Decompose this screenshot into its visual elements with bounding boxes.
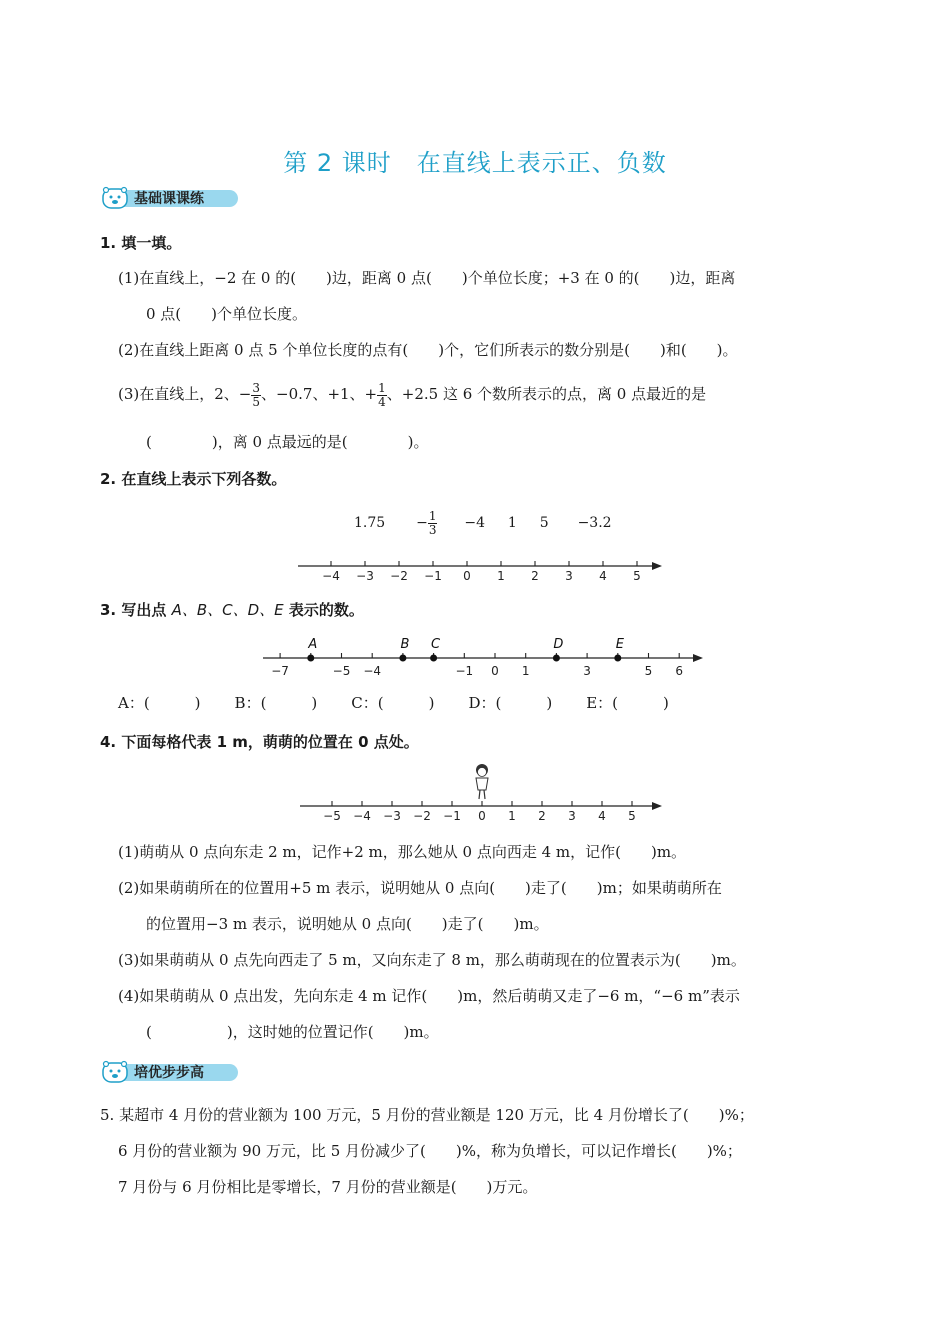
section-label-advanced: 培优步步高	[134, 1065, 204, 1081]
bear-icon	[100, 1060, 132, 1084]
q1-part3-text-b: 、−0.7、+1、+	[261, 385, 378, 403]
q2-tick-label: 1	[497, 569, 505, 583]
q4-tick-label: −3	[383, 809, 401, 823]
q3-point-b	[399, 655, 406, 662]
q4-part1: (1)萌萌从 0 点向东走 2 m，记作+2 m，那么她从 0 点向西走 4 m，记作( )m。	[118, 843, 687, 861]
q4-part2-line2: 的位置用−3 m 表示，说明她从 0 点向( )走了( )m。	[146, 915, 549, 933]
q3-tick-label: 6	[675, 664, 684, 678]
q3-tick-label: −1	[455, 664, 474, 678]
q2-tick-label: 2	[531, 569, 539, 583]
q3-heading: 3. 写出点 A、B、C、D、E 表示的数。	[100, 601, 364, 619]
q3-tick-label: 5	[644, 664, 653, 678]
q3-point-e	[614, 655, 621, 662]
q4-tick-label: 0	[478, 809, 486, 823]
section-badge-advanced	[100, 1060, 240, 1084]
q5-line1: 5. 某超市 4 月份的营业额为 100 万元，5 月份的营业额是 120 万元，比 4 月份增长了( )%；	[100, 1106, 754, 1124]
q3-answer-e: E：( )	[586, 694, 669, 712]
q2-heading: 2. 在直线上表示下列各数。	[100, 470, 287, 488]
q4-tick-label: −5	[323, 809, 341, 823]
q4-tick-label: −1	[443, 809, 461, 823]
q3-answer-row	[118, 692, 669, 713]
q2-number: −4	[464, 515, 485, 531]
q3-answer-a: A：( )	[118, 694, 201, 712]
fraction-one-quarter: $\frac{1}{4}$	[378, 380, 386, 409]
q4-tick-label: 2	[538, 809, 546, 823]
q4-part3: (3)如果萌萌从 0 点先向西走了 5 m，又向东走了 8 m，那么萌萌现在的位置表示为( )m。	[118, 951, 746, 969]
q1-part1-line2: 0 点( )个单位长度。	[146, 305, 308, 323]
q2-tick-label: 4	[599, 569, 607, 583]
q3-number-line	[255, 630, 715, 682]
q3-point-label: E	[615, 637, 624, 652]
q3-tick-label: −7	[271, 664, 289, 678]
q2-tick-label: 5	[633, 569, 641, 583]
page-title: 第 2 课时 在直线上表示正、负数	[283, 149, 667, 177]
q3-tick-label: 0	[491, 664, 499, 678]
q1-part3-line2: ( )，离 0 点最远的是( )。	[146, 433, 429, 451]
section-label-basic: 基础课课练	[134, 191, 204, 207]
q3-point-label: C	[431, 637, 441, 652]
q5-line3: 7 月份与 6 月份相比是零增长，7 月份的营业额是( )万元。	[118, 1178, 538, 1196]
q1-part1-line1: (1)在直线上，−2 在 0 的( )边，距离 0 点( )个单位长度；+3 在 0 的( )边，距离	[118, 269, 736, 287]
q2-number-list	[354, 508, 612, 538]
section-badge-basic	[100, 186, 240, 210]
q4-part4-line2: ( )，这时她的位置记作( )m。	[146, 1023, 439, 1041]
q3-tick-label: −5	[332, 664, 351, 678]
q2-tick-label: 0	[463, 569, 471, 583]
q3-point-label: B	[400, 637, 410, 652]
fraction-three-fifths: $\frac{3}{5}$	[252, 380, 261, 409]
q4-tick-label: 1	[508, 809, 516, 823]
q2-number: −	[416, 515, 428, 531]
q4-part4-line1: (4)如果萌萌从 0 点出发，先向东走 4 m 记作( )m，然后萌萌又走了−6 m，“−6 m”表示	[118, 987, 740, 1005]
fraction-one-third: $\frac{1}{3}$	[428, 508, 437, 537]
q2-number: 1.75	[354, 515, 386, 531]
q3-point-label: A	[308, 637, 318, 652]
q2-tick-label: −1	[424, 569, 442, 583]
q1-part2: (2)在直线上距离 0 点 5 个单位长度的点有( )个，它们所表示的数分别是( )和( )。	[118, 341, 738, 359]
q2-number: 5	[539, 515, 549, 531]
q4-number-line	[290, 762, 670, 832]
q4-part2-line1: (2)如果萌萌所在的位置用+5 m 表示，说明她从 0 点向( )走了( )m；如果萌萌所在	[118, 879, 722, 897]
q3-point-label: D	[553, 637, 564, 652]
q4-heading: 4. 下面每格代表 1 m，萌萌的位置在 0 点处。	[100, 733, 419, 751]
q1-heading: 1. 填一填。	[100, 234, 182, 252]
q2-number: −3.2	[577, 515, 612, 531]
q3-point-a	[307, 655, 314, 662]
q1-part3-text-a: (3)在直线上，2、−	[118, 385, 252, 403]
q3-answer-c: C：( )	[351, 694, 435, 712]
q2-number-line	[290, 556, 670, 586]
q4-tick-label: 3	[568, 809, 576, 823]
q4-tick-label: 5	[628, 809, 636, 823]
q3-tick-label: 1	[521, 664, 530, 678]
q4-tick-label: 4	[598, 809, 606, 823]
bear-icon	[100, 186, 132, 210]
q1-part3-line1	[118, 377, 706, 411]
girl-figure-icon	[476, 764, 488, 799]
q2-tick-label: −4	[322, 569, 340, 583]
q3-answer-b: B：( )	[234, 694, 318, 712]
q3-point-d	[553, 655, 560, 662]
q2-number: 1	[507, 515, 517, 531]
q1-part3-text-c: 、+2.5 这 6 个数所表示的点，离 0 点最近的是	[386, 385, 707, 403]
q2-tick-label: 3	[565, 569, 573, 583]
q2-tick-label: −2	[390, 569, 408, 583]
q3-tick-label: −4	[363, 664, 382, 678]
q3-answer-d: D：( )	[468, 694, 553, 712]
q3-tick-label: 3	[583, 664, 591, 678]
q4-tick-label: −4	[353, 809, 371, 823]
q5-line2: 6 月份的营业额为 90 万元，比 5 月份减少了( )%，称为负增长，可以记作增长( )%；	[118, 1142, 742, 1160]
q3-point-c	[430, 655, 437, 662]
q4-tick-label: −2	[413, 809, 431, 823]
q2-tick-label: −3	[356, 569, 374, 583]
